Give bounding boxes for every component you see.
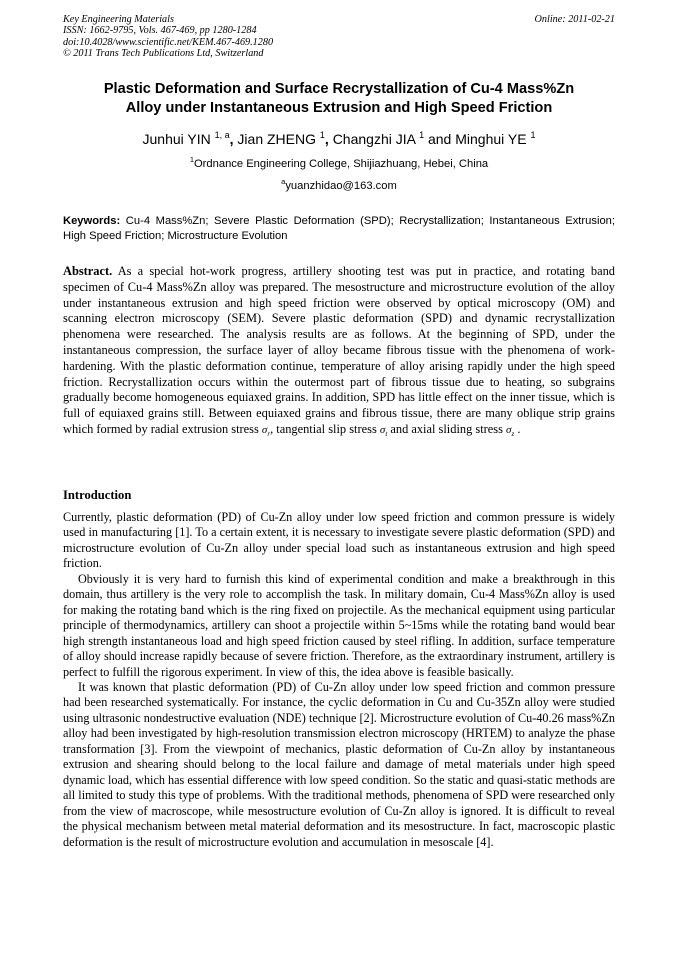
email-address[interactable]: yuanzhidao@163.com	[285, 180, 397, 192]
keywords	[63, 214, 615, 244]
abstract-text: and axial sliding stress	[390, 421, 503, 436]
author-list	[40, 130, 638, 148]
doi-line[interactable]: doi:10.4028/www.scientific.net/KEM.467-469.1280	[63, 36, 274, 48]
paragraph: Currently, plastic deformation (PD) of Cu-Zn alloy under low speed friction and common pressure is widely used in manufacturing [1]. To a certain extent, it is necessary to investigate severe plastic deformation (SPD) and microstructure evolution of Cu-Zn alloy under special load such as instantaneous extrusion and high speed friction.	[63, 510, 615, 571]
abstract-end: .	[517, 421, 521, 436]
paper-title	[40, 80, 638, 118]
paragraph: Obviously it is very hard to furnish this kind of experimental condition and make a breakthrough in this domain, thus artillery is the very role to accomplish the task. In military domain, Cu-4 Mass%Zn alloy is used for making the rotating band which is the ring fixed on projectile. As the mechanical equipment using particular principle of thermodynamics, artillery can shoot a projectile within 5~15ms while the rotating band would bear high strength instantaneous load and high speed friction caused by steel rifling. In addition, surface temperature of alloy should increase rapidly because of severe friction. Therefore, as the extraordinary instrument, artillery is perfect to fulfill the rigorous experiment. In view of this, the idea above is feasible basically.	[63, 571, 615, 679]
introduction-heading: Introduction	[63, 488, 132, 502]
keywords-label: Keywords:	[63, 215, 121, 227]
abstract-label: Abstract.	[63, 264, 113, 278]
author-affiliation-mark: 1, a	[214, 130, 230, 140]
affiliation-mark: 1	[189, 155, 194, 164]
author-name: Changzhi JIA	[332, 131, 416, 147]
journal-header	[63, 14, 615, 60]
author-name: Jian ZHENG	[237, 131, 316, 147]
author-conjunction: and	[427, 131, 452, 147]
sigma-z-symbol: $\sigma_z$	[506, 423, 515, 439]
issn-line: ISSN: 1662-9795, Vols. 467-469, pp 1280-1284	[63, 25, 257, 37]
journal-name: Key Engineering Materials	[63, 14, 174, 25]
author-name: Junhui YIN	[142, 131, 211, 147]
author-email	[40, 179, 638, 193]
title-line-1: Plastic Deformation and Surface Recrystallization of Cu-4 Mass%Zn	[103, 81, 575, 97]
author-separator: ,	[229, 131, 234, 147]
affiliation	[40, 157, 638, 171]
abstract	[63, 264, 615, 443]
paragraph: It was known that plastic deformation (PD) of Cu-Zn alloy under low speed friction and common pressure had been researched systematically. For instance, the cyclic deformation in Cu and Cu-35Zn alloy were studied using ultrasonic nondestructive evaluation (NDE) technique [2]. Microstructure evolution of Cu-40.26 mass%Zn alloy had been investigated by high-resolution transmission electron microscopy (HRTEM) to analyze the phase transformation [3]. From the viewpoint of mechanics, plastic deformation of Cu-Zn alloy by instantaneous extrusion and shearing should belong to the local failure and damage of metal materials under high speed dynamic load, which has essential difference with low speed condition. So the static and quasi-static methods are all limited to study this type of problems. With the traditional methods, phenomena of SPD were researched only from the view of macroscope, while mesostructure evolution of Cu-Zn alloy is ignored. It is difficult to reveal the physical mechanism between metal material deformation and its mesostructure. In fact, macroscopic plastic deformation is the result of microstructure evolution and accumulation in mesoscale [4].	[63, 679, 615, 849]
affiliation-text: Ordnance Engineering College, Shijiazhuang, Hebei, China	[193, 158, 489, 170]
title-line-2: Alloy under Instantaneous Extrusion and High Speed Friction	[125, 100, 553, 116]
author-name: Minghui YE	[455, 131, 527, 147]
sigma-r-symbol: $\sigma_r$	[261, 423, 271, 439]
sigma-t-symbol: $\sigma_t$	[379, 423, 388, 439]
author-affiliation-mark: 1	[419, 130, 425, 140]
online-date: Online: 2011-02-21	[534, 14, 615, 25]
keywords-text: Cu-4 Mass%Zn; Severe Plastic Deformation (SPD); Recrystallization; Instantaneous Extrusion; High Speed Friction; Microstructure Evolution	[63, 215, 615, 242]
author-affiliation-mark: 1	[530, 130, 536, 140]
author-separator: ,	[324, 131, 329, 147]
abstract-text: , tangential slip stress	[270, 421, 377, 436]
abstract-text: As a special hot-work progress, artillery shooting test was put in practice, and rotating band specimen of Cu-4 Mass%Zn alloy was prepared. The mesostructure and microstructure evolution of the alloy under instantaneous extrusion and high speed friction were observed by optical microscopy (OM) and scanning electron microscopy (SEM). Severe plastic deformation (SPD) and dynamic recrystallization phenomena were researched. The analysis results are as follows. At the beginning of SPD, under the instantaneous compression, the surface layer of alloy became fibrous tissue with the phenomena of work-hardening. With the plastic deformation continue, temperature of alloy arising rapidly under the high speed friction. Recrystallization occurs within the outermost part of fibrous tissue due to heating, so subgrains gradually become homogeneous equiaxed grains. In addition, SPD has little effect on the inner tissue, which is full of equiaxed grains still. Between equiaxed grains and fibrous tissue, there are many oblique strip grains which formed by radial extrusion stress	[63, 264, 615, 436]
introduction-body	[63, 510, 615, 850]
copyright-line: © 2011 Trans Tech Publications Ltd, Switzerland	[63, 48, 264, 60]
author-affiliation-mark: 1	[319, 130, 325, 140]
email-mark: a	[281, 177, 286, 186]
